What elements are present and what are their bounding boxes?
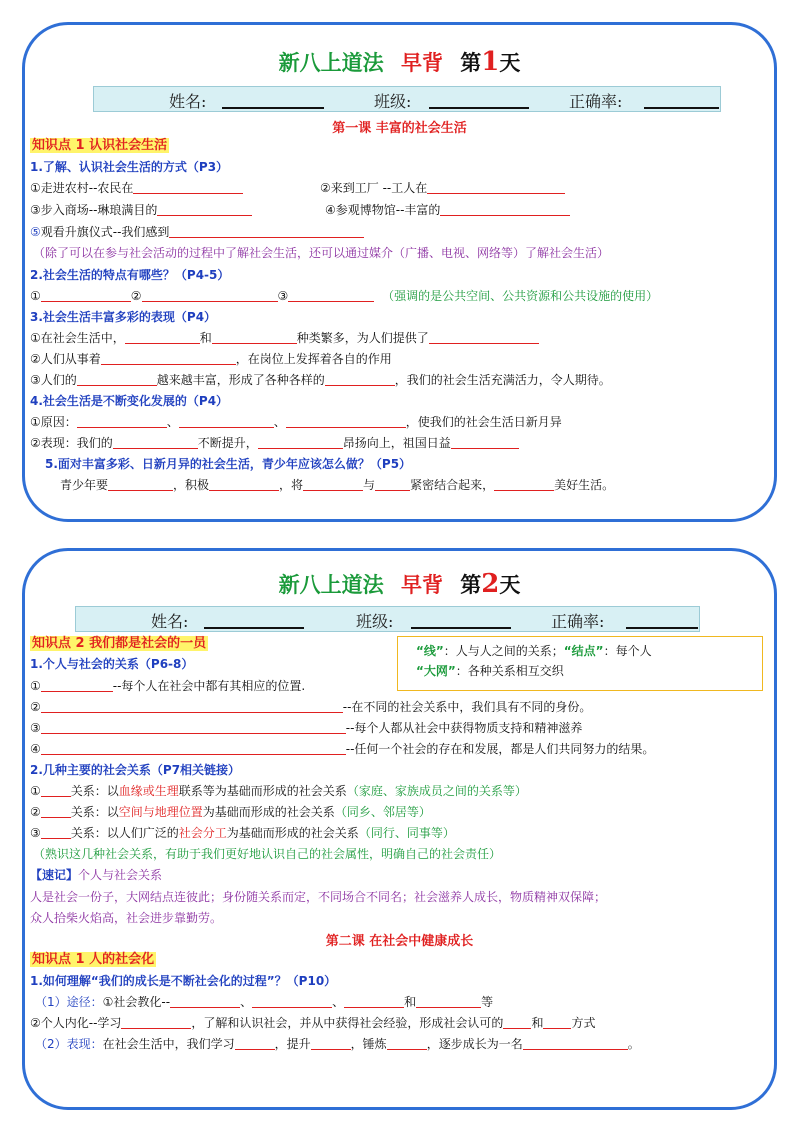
fill-line: ③步入商场--琳琅满目的 — [30, 202, 252, 218]
class-field[interactable] — [429, 107, 529, 109]
fill-line: （1）途径：①社会教化-- 、 、 和 等 — [35, 995, 494, 1009]
fill-line: ⑤观看升旗仪式--我们感到 — [30, 224, 364, 240]
question-heading: 2.几种主要的社会关系（P7相关链接） — [30, 763, 241, 777]
lesson-title: 第一课 丰富的社会生活 — [332, 121, 467, 136]
fill-line: （2）表现：在社会生活中，我们学习 ，提升 ，锤炼 ，逐步成长为一名 。 — [35, 1037, 640, 1051]
question-heading: 1.了解、认识社会生活的方式（P3） — [30, 160, 229, 174]
answer-blank[interactable] — [108, 478, 173, 491]
accuracy-label: 正确率: — [569, 92, 623, 111]
name-field[interactable] — [222, 107, 324, 109]
answer-blank[interactable] — [179, 415, 274, 428]
name-field[interactable] — [204, 627, 304, 629]
answer-blank[interactable] — [77, 415, 167, 428]
answer-blank[interactable] — [121, 1016, 191, 1029]
answer-blank[interactable] — [157, 203, 252, 216]
answer-blank[interactable] — [41, 289, 131, 302]
day2-info-box — [75, 606, 700, 632]
fill-line: ②来到工厂 --工人在 — [320, 180, 565, 196]
fill-line: ②个人内化--学习 ，了解和认识社会，并从中获得社会经验，形成社会认可的 和 方式 — [30, 1016, 596, 1030]
fill-line: ② 关系：以空间与地理位置为基础而形成的社会关系（同乡、邻居等） — [30, 805, 431, 819]
fill-line: ③ --每个人都从社会中获得物质支持和精神滋养 — [30, 721, 583, 735]
answer-blank[interactable] — [41, 742, 346, 755]
question-heading: 1.如何理解“我们的成长是不断社会化的过程”？（P10） — [30, 974, 337, 988]
accuracy-label: 正确率: — [551, 612, 605, 631]
answer-blank[interactable] — [41, 784, 71, 797]
answer-blank[interactable] — [303, 478, 363, 491]
answer-blank[interactable] — [416, 995, 481, 1008]
answer-blank[interactable] — [523, 1037, 628, 1050]
fill-line: ② --在不同的社会关系中，我们具有不同的身份。 — [30, 700, 592, 714]
knowledge-point: 知识点 1 人的社会化 — [32, 952, 155, 967]
name-label: 姓名: — [169, 92, 207, 111]
class-label: 班级: — [374, 92, 412, 111]
memo-line: 众人拾柴火焰高，社会进步靠勤劳。 — [30, 911, 223, 925]
answer-blank[interactable] — [288, 289, 374, 302]
answer-blank[interactable] — [286, 415, 406, 428]
fill-line: ②人们从事着 ，在岗位上发挥着各自的作用 — [30, 352, 392, 366]
fill-line: ① 关系：以血缘或生理联系等为基础而形成的社会关系（家庭、家族成员之间的关系等） — [30, 784, 527, 798]
answer-blank[interactable] — [258, 436, 343, 449]
answer-blank[interactable] — [494, 478, 554, 491]
day2-title: 新八上道法 早背 第2天 — [278, 569, 521, 599]
fill-line: ②表现：我们的 不断提升， 昂扬向上，祖国日益 — [30, 435, 519, 451]
answer-blank[interactable] — [387, 1037, 427, 1050]
fill-line: ①在社会生活中， 和 种类繁多，为人们提供了 — [30, 330, 539, 346]
fill-line: ① ② ③ （强调的是公共空间、公共资源和公共设施的使用） — [30, 289, 659, 303]
answer-blank[interactable] — [170, 995, 240, 1008]
answer-blank[interactable] — [125, 331, 200, 344]
answer-blank[interactable] — [375, 478, 410, 491]
answer-blank[interactable] — [252, 995, 332, 1008]
fill-line: ③ 关系：以人们广泛的社会分工为基础而形成的社会关系（同行、同事等） — [30, 826, 455, 840]
concept-note-box: “线”：人与人之间的关系；“结点”：每个人 “大网”：各种关系相互交织 — [397, 636, 763, 691]
answer-blank[interactable] — [169, 225, 364, 238]
answer-blank[interactable] — [451, 436, 519, 449]
answer-blank[interactable] — [427, 181, 565, 194]
answer-blank[interactable] — [440, 203, 570, 216]
memo-line: 人是社会一份子，大网结点连彼此；身份随关系而定，不同场合不同名；社会滋养人成长，物质精神双保障； — [30, 890, 607, 904]
answer-blank[interactable] — [41, 826, 71, 839]
day2-card — [22, 548, 777, 1110]
class-field[interactable] — [411, 627, 511, 629]
answer-blank[interactable] — [41, 679, 113, 692]
answer-blank[interactable] — [503, 1016, 531, 1029]
class-label: 班级: — [356, 612, 394, 631]
accuracy-field[interactable] — [626, 627, 698, 629]
answer-blank[interactable] — [325, 373, 395, 386]
answer-blank[interactable] — [429, 331, 539, 344]
day1-info-box — [93, 86, 721, 112]
fill-line: ④ --任何一个社会的存在和发展，都是人们共同努力的结果。 — [30, 742, 655, 756]
answer-blank[interactable] — [41, 700, 343, 713]
answer-blank[interactable] — [41, 721, 346, 734]
answer-blank[interactable] — [41, 805, 71, 818]
accuracy-field[interactable] — [644, 107, 719, 109]
fill-line: ③人们的 越来越丰富，形成了各种各样的 ，我们的社会生活充满活力，令人期待。 — [30, 373, 611, 387]
fill-line: ④参观博物馆--丰富的 — [325, 202, 570, 218]
answer-blank[interactable] — [101, 352, 236, 365]
answer-blank[interactable] — [543, 1016, 571, 1029]
question-heading: 5.面对丰富多彩、日新月异的社会生活，青少年应该怎么做？（P5） — [45, 457, 412, 471]
name-label: 姓名: — [151, 612, 189, 631]
answer-blank[interactable] — [113, 436, 198, 449]
memo-heading: 【速记】个人与社会关系 — [30, 868, 163, 882]
question-heading: 4.社会生活是不断变化发展的（P4） — [30, 394, 229, 408]
note-text: （除了可以在参与社会活动的过程中了解社会生活，还可以通过媒介（广播、电视、网络等）了解社会生活） — [33, 246, 610, 260]
question-heading: 2.社会生活的特点有哪些？（P4-5） — [30, 268, 230, 282]
fill-line: ①走进农村--农民在 — [30, 180, 243, 196]
knowledge-point: 知识点 1 认识社会生活 — [32, 138, 168, 153]
question-heading: 3.社会生活丰富多彩的表现（P4） — [30, 310, 217, 324]
answer-blank[interactable] — [209, 478, 279, 491]
answer-blank[interactable] — [133, 181, 243, 194]
question-heading: 1.个人与社会的关系（P6-8） — [30, 657, 194, 671]
answer-blank[interactable] — [311, 1037, 351, 1050]
fill-line: 青少年要 ，积极 ，将 与 紧密结合起来， 美好生活。 — [60, 478, 615, 492]
day1-title: 新八上道法 早背 第1天 — [278, 47, 521, 77]
fill-line: ①原因： 、 、 ，使我们的社会生活日新月异 — [30, 415, 562, 429]
knowledge-point: 知识点 2 我们都是社会的一员 — [32, 636, 207, 651]
lesson-title: 第二课 在社会中健康成长 — [325, 934, 474, 949]
answer-blank[interactable] — [212, 331, 297, 344]
day1-card — [22, 22, 777, 522]
answer-blank[interactable] — [344, 995, 404, 1008]
note-text: （熟识这几种社会关系，有助于我们更好地认识自己的社会属性，明确自己的社会责任） — [33, 847, 502, 861]
answer-blank[interactable] — [77, 373, 157, 386]
fill-line: ① --每个人在社会中都有其相应的位置. — [30, 679, 306, 693]
answer-blank[interactable] — [235, 1037, 275, 1050]
answer-blank[interactable] — [142, 289, 278, 302]
